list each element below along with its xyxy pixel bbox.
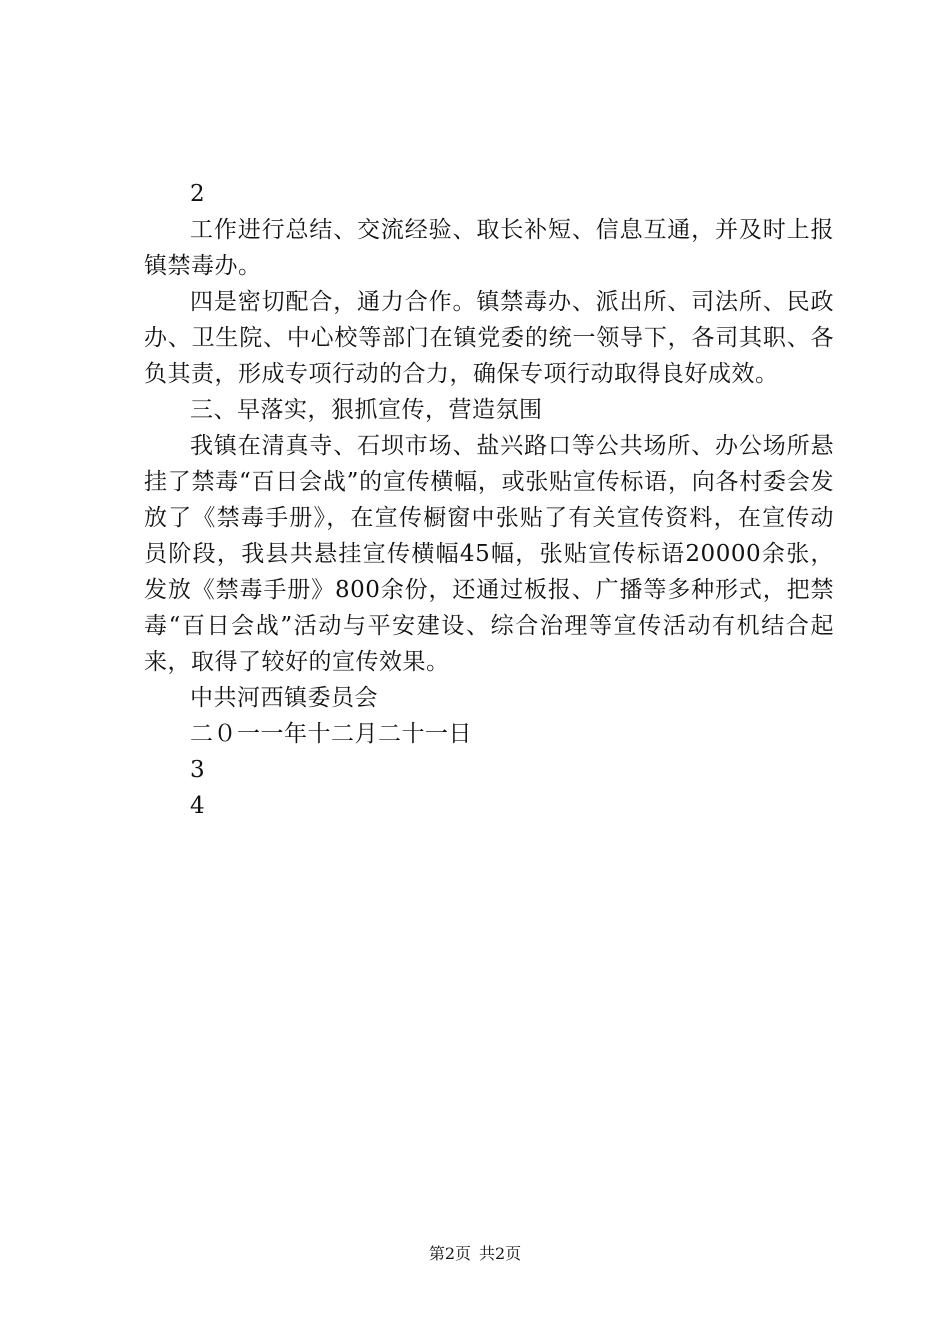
page-number: 第2页	[428, 1244, 471, 1263]
date: 二０一一年十二月二十一日	[190, 721, 472, 747]
signature: 中共河西镇委员会	[190, 685, 378, 711]
page-marker: 2	[190, 181, 206, 207]
page-footer	[0, 1243, 950, 1265]
section-heading: 三、早落实，狠抓宣传，营造氛围	[190, 397, 543, 423]
paragraph: 我镇在清真寺、石坝市场、盐兴路口等公共场所、办公场所悬挂了禁毒“百日会战”的宣传横幅，或张贴宣传标语，向各村委会发放了《禁毒手册》，在宣传橱窗中张贴了有关宣传资料，在宣传动员阶段，我县共悬挂宣传横幅45幅，张贴宣传标语20000余张，发放《禁毒手册》800余份，还通过板报、广播等多种形式，把禁毒“百日会战”活动与平安建设、综合治理等宣传活动有机结合起来，取得了较好的宣传效果。	[144, 433, 834, 675]
page-marker: 4	[190, 793, 206, 819]
page-marker: 3	[190, 757, 206, 783]
document-body	[144, 176, 834, 824]
page-total: 共2页	[479, 1244, 522, 1263]
paragraph: 工作进行总结、交流经验、取长补短、信息互通，并及时上报镇禁毒办。	[144, 217, 834, 279]
paragraph: 四是密切配合，通力合作。镇禁毒办、派出所、司法所、民政办、卫生院、中心校等部门在镇党委的统一领导下，各司其职、各负其责，形成专项行动的合力，确保专项行动取得良好成效。	[144, 289, 834, 387]
